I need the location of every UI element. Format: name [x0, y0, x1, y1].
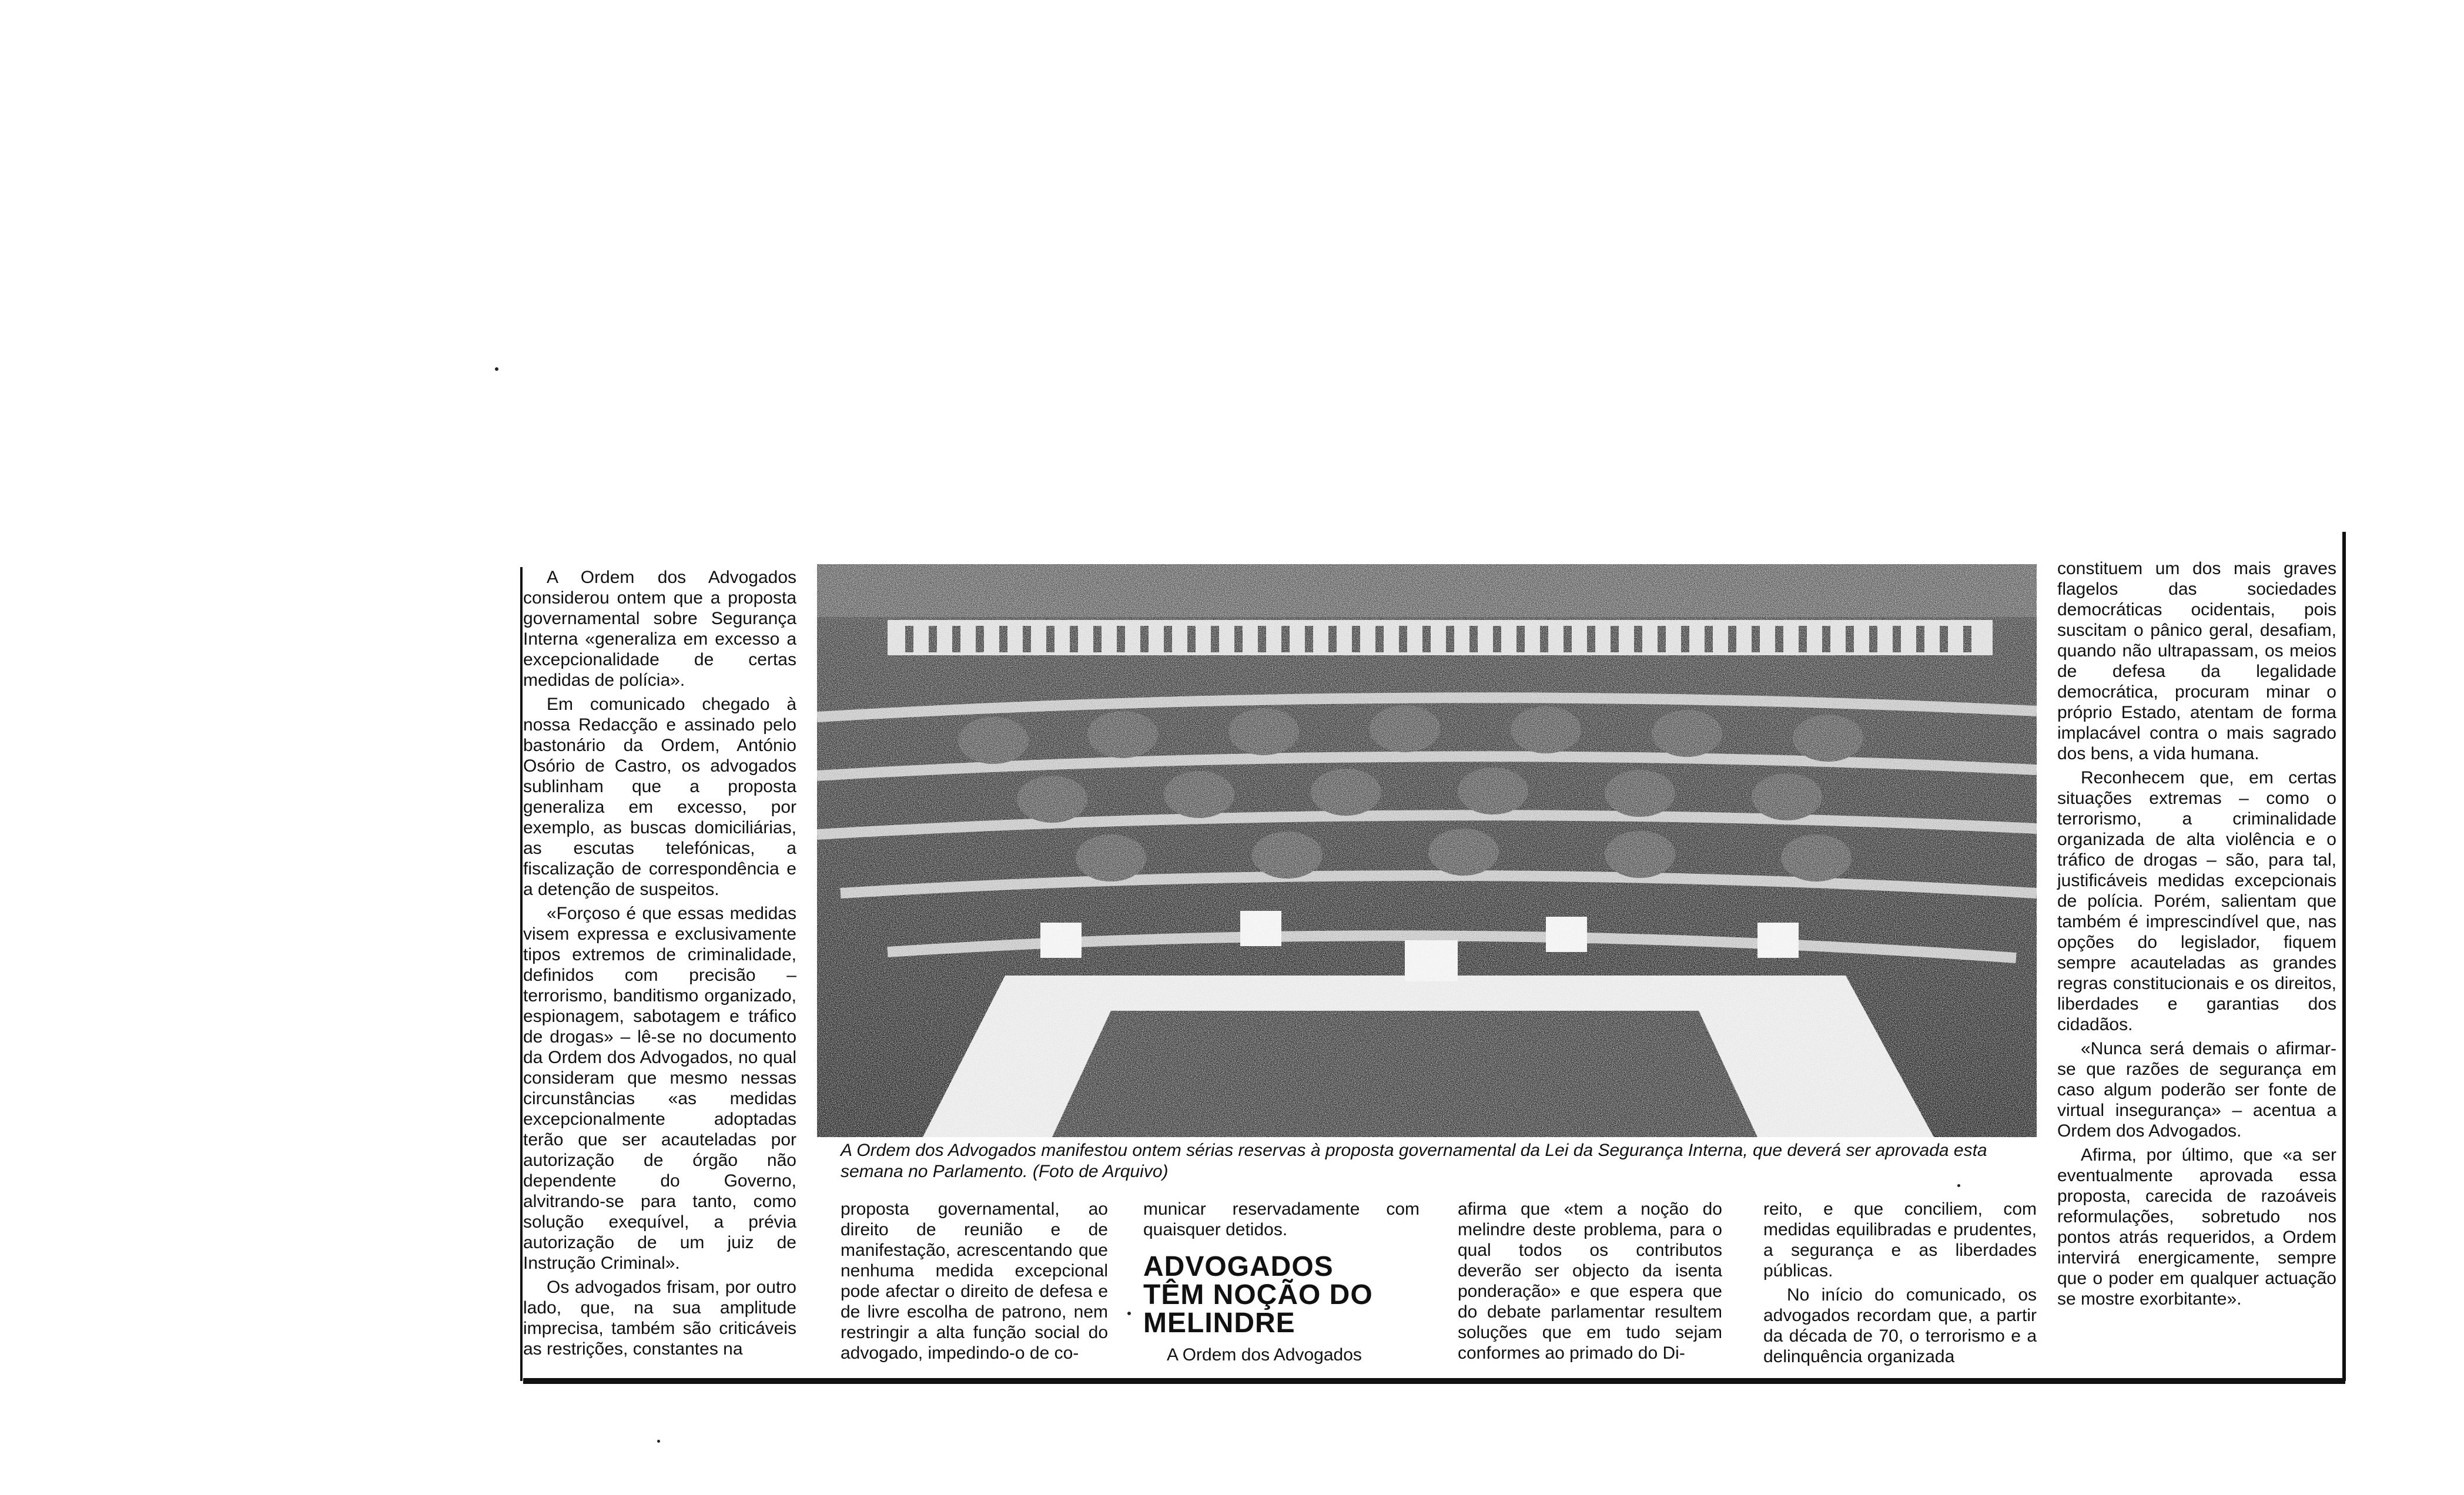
article-column-5: [1763, 1199, 2037, 1370]
parliament-photo: [817, 564, 2037, 1137]
paragraph: No início do comunicado, os advogados recordam que, a partir da década de 70, o terrorismo e a delinquência organizada: [1763, 1285, 2037, 1366]
paragraph: afirma que «tem a noção do melindre deste problema, para o qual todos os contributos deverão ser objecto da isenta ponderação» e que espera que do debate parlamentar resultem soluções que em tudo sejam conformes ao primado do Di-: [1458, 1199, 1722, 1363]
paragraph: A Ordem dos Advogados: [1167, 1345, 1362, 1365]
paragraph: municar reservadamente com quaisquer detidos.: [1143, 1199, 1420, 1239]
parliament-photo-image: [817, 564, 2037, 1137]
paragraph: proposta governamental, ao direito de reunião e de manifestação, acrescentando que nenhuma medida excepcional pode afectar o direito de defesa e de livre escolha de patrono, nem restringir a alta função social do advogado, impedindo-o de co-: [841, 1199, 1108, 1363]
article-column-1: [523, 567, 796, 1363]
paragraph: constituem um dos mais graves flagelos das sociedades democráticas ocidentais, pois suscitam o pânico geral, desafiam, quando não ultrapassam, os meios de defesa da legalidade democrática, procuram minar o próprio Estado, atentam de forma implacável contra o mais sagrado dos bens, a vida humana.: [2057, 559, 2336, 763]
scan-speck: [495, 367, 498, 371]
paragraph: Reconhecem que, em certas situações extremas – como o terrorismo, a criminalidade organizada de alta violência e o tráfico de drogas – são, para tal, justificáveis medidas excepcionais de polícia. Porém, salientam que também é imprescindível que, nas opções do legislador, fiquem sempre acauteladas as grandes regras constitucionais e os direitos, liberdades e garantias dos cidadãos.: [2057, 768, 2336, 1034]
paragraph: «Forçoso é que essas medidas visem expressa e exclusivamente tipos extremos de criminalidade, definidos com precisão – terrorismo, banditismo organizado, espionagem, sabotagem e tráfico de drogas» – lê-se no documento da Ordem dos Advogados, no qual consideram que mesmo nessas circunstâncias «as medidas excepcionalmente adoptadas terão que ser acauteladas por autorização de órgão não dependente do Governo, alvitrando-se para tanto, como solução exequível, a prévia autorização de um juiz de Instrução Criminal».: [523, 904, 796, 1273]
paragraph: Os advogados frisam, por outro lado, que, na sua amplitude imprecisa, também são criticáveis as restrições, constantes na: [523, 1278, 796, 1359]
paragraph: Afirma, por último, que «a ser eventualmente aprovada essa proposta, carecida de razoáveis reformulações, sobretudo nos pontos atrás requeridos, a Ordem intervirá energicamente, sempre que o poder em qualquer actuação se mostre exorbitante».: [2057, 1145, 2336, 1309]
article-column-2: [841, 1199, 1108, 1367]
right-border: [2342, 532, 2346, 1381]
paragraph: «Nunca será demais o afirmar-se que razões de segurança em caso algum poderão ser fonte de virtual insegurança» – acentua a Ordem dos Advogados.: [2057, 1039, 2336, 1141]
article-column-4: [1458, 1199, 1722, 1367]
article-column-3: [1143, 1199, 1420, 1243]
paragraph: reito, e que conciliem, com medidas equilibradas e prudentes, a segurança e as liberdades públicas.: [1763, 1199, 2037, 1281]
subheadline: ADVOGADOS TÊM NOÇÃO DO MELINDRE: [1143, 1251, 1373, 1339]
photo-caption: A Ordem dos Advogados manifestou ontem sérias reservas à proposta governamental da Lei da Segurança Interna, que deverá ser aprovada esta semana no Parlamento. (Foto de Arquivo): [841, 1141, 1987, 1181]
paragraph: Em comunicado chegado à nossa Redacção e assinado pelo bastonário da Ordem, António Osório de Castro, os advogados sublinham que a proposta generaliza em excesso, por exemplo, as buscas domiciliárias, as escutas telefónicas, a fiscalização de correspondência e a detenção de suspeitos.: [523, 695, 796, 899]
scan-speck: [1127, 1312, 1131, 1315]
paragraph: A Ordem dos Advogados considerou ontem que a proposta governamental sobre Segurança Interna «generaliza em excesso a excepcionalidade de certas medidas de polícia».: [523, 568, 796, 690]
left-border: [520, 567, 523, 1381]
article-column-3-continued: [1143, 1345, 1420, 1369]
bottom-border: [523, 1378, 2345, 1384]
scan-speck: [1957, 1184, 1960, 1187]
scan-speck: [657, 1440, 660, 1443]
article-column-6: [2057, 558, 2336, 1313]
